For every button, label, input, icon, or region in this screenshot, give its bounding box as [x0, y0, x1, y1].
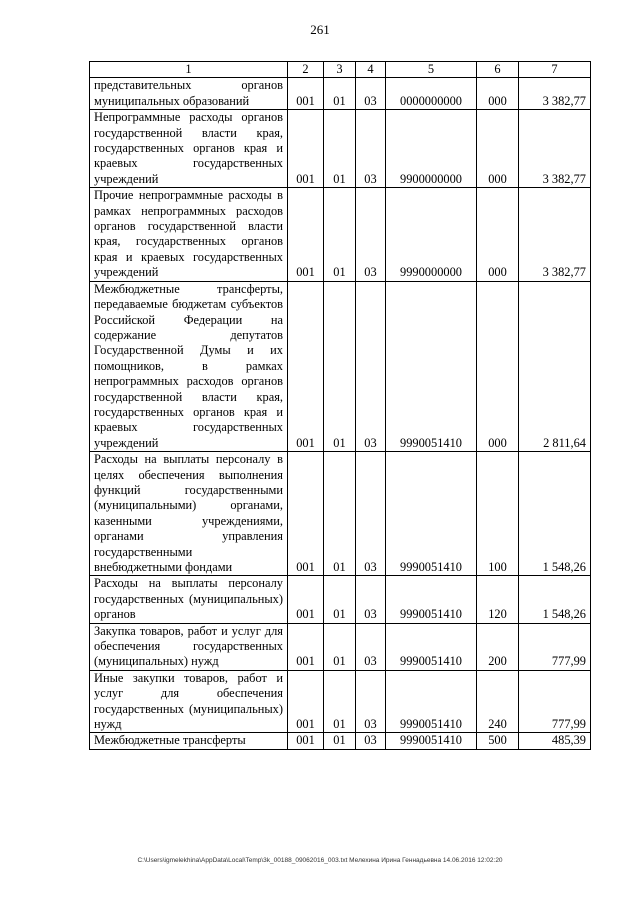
table-row: [90, 78, 591, 110]
cell-target: 9990051410: [386, 670, 477, 733]
row-name: Прочие непрограммные расходы в рамках непрограммных расходов органов государственной власти края, государственных органов края и краевых государственных учреждений: [90, 188, 288, 281]
column-header: 6: [477, 62, 519, 78]
cell-type: 000: [477, 281, 519, 451]
cell-target: 9990051410: [386, 281, 477, 451]
cell-target: 9900000000: [386, 110, 477, 188]
cell-type: 000: [477, 188, 519, 281]
cell-type: 100: [477, 452, 519, 576]
cell-section: 01: [324, 188, 356, 281]
cell-code: 001: [288, 110, 324, 188]
table-row: [90, 452, 591, 576]
cell-subsection: 03: [356, 188, 386, 281]
cell-target: 9990051410: [386, 452, 477, 576]
column-header: 4: [356, 62, 386, 78]
table-row: [90, 623, 591, 670]
cell-type: 000: [477, 78, 519, 110]
cell-subsection: 03: [356, 110, 386, 188]
cell-code: 001: [288, 78, 324, 110]
row-name: Закупка товаров, работ и услуг для обеспечения государственных (муниципальных) нужд: [90, 623, 288, 670]
cell-amount: 3 382,77: [519, 110, 591, 188]
cell-amount: 3 382,77: [519, 78, 591, 110]
table-header-row: [90, 62, 591, 78]
cell-subsection: 03: [356, 670, 386, 733]
cell-subsection: 03: [356, 576, 386, 623]
column-header: 2: [288, 62, 324, 78]
cell-code: 001: [288, 670, 324, 733]
cell-amount: 1 548,26: [519, 452, 591, 576]
cell-code: 001: [288, 733, 324, 749]
column-header: 3: [324, 62, 356, 78]
cell-code: 001: [288, 188, 324, 281]
cell-section: 01: [324, 78, 356, 110]
row-name: Расходы на выплаты персоналу в целях обеспечения выполнения функций государственными (муниципальными) органами, казенными учреждениями, органами управления государственными внебюджетными фондами: [90, 452, 288, 576]
cell-type: 500: [477, 733, 519, 749]
cell-target: 0000000000: [386, 78, 477, 110]
cell-section: 01: [324, 452, 356, 576]
cell-type: 120: [477, 576, 519, 623]
row-name: Иные закупки товаров, работ и услуг для обеспечения государственных (муниципальных) нужд: [90, 670, 288, 733]
column-header: 7: [519, 62, 591, 78]
cell-target: 9990051410: [386, 623, 477, 670]
cell-subsection: 03: [356, 281, 386, 451]
row-name: Межбюджетные трансферты: [90, 733, 288, 749]
file-path-footer: C:\Users\igmelekhina\AppData\Local\Temp\3k_00188_09062016_003.txt Мелехина Ирина Геннадьевна 14.06.2016 12:02:20: [137, 857, 503, 864]
table-row: [90, 733, 591, 749]
cell-code: 001: [288, 281, 324, 451]
column-header: 1: [90, 62, 288, 78]
cell-code: 001: [288, 623, 324, 670]
row-name: представительных органов муниципальных образований: [90, 78, 288, 110]
cell-amount: 777,99: [519, 670, 591, 733]
budget-table: [89, 61, 591, 750]
cell-section: 01: [324, 670, 356, 733]
row-name: Непрограммные расходы органов государственной власти края, государственных органов края и краевых государственных учреждений: [90, 110, 288, 188]
table-row: [90, 188, 591, 281]
cell-amount: 3 382,77: [519, 188, 591, 281]
cell-amount: 485,39: [519, 733, 591, 749]
row-name: Межбюджетные трансферты, передаваемые бюджетам субъектов Российской Федерации на содержание депутатов Государственной Думы и их помощников, в рамках непрограммных расходов органов государственной власти края, государственных органов края и краевых государственных учреждений: [90, 281, 288, 451]
table-row: [90, 281, 591, 451]
cell-subsection: 03: [356, 78, 386, 110]
cell-target: 9990051410: [386, 576, 477, 623]
table-row: [90, 110, 591, 188]
cell-code: 001: [288, 452, 324, 576]
column-header: 5: [386, 62, 477, 78]
cell-amount: 777,99: [519, 623, 591, 670]
cell-amount: 1 548,26: [519, 576, 591, 623]
cell-section: 01: [324, 110, 356, 188]
cell-subsection: 03: [356, 623, 386, 670]
cell-type: 000: [477, 110, 519, 188]
cell-type: 240: [477, 670, 519, 733]
cell-code: 001: [288, 576, 324, 623]
table-row: [90, 670, 591, 733]
cell-section: 01: [324, 623, 356, 670]
page-number: 261: [310, 22, 330, 37]
cell-type: 200: [477, 623, 519, 670]
row-name: Расходы на выплаты персоналу государственных (муниципальных) органов: [90, 576, 288, 623]
cell-subsection: 03: [356, 733, 386, 749]
cell-subsection: 03: [356, 452, 386, 576]
cell-section: 01: [324, 733, 356, 749]
cell-section: 01: [324, 576, 356, 623]
cell-section: 01: [324, 281, 356, 451]
cell-target: 9990051410: [386, 733, 477, 749]
cell-amount: 2 811,64: [519, 281, 591, 451]
cell-target: 9990000000: [386, 188, 477, 281]
table-row: [90, 576, 591, 623]
